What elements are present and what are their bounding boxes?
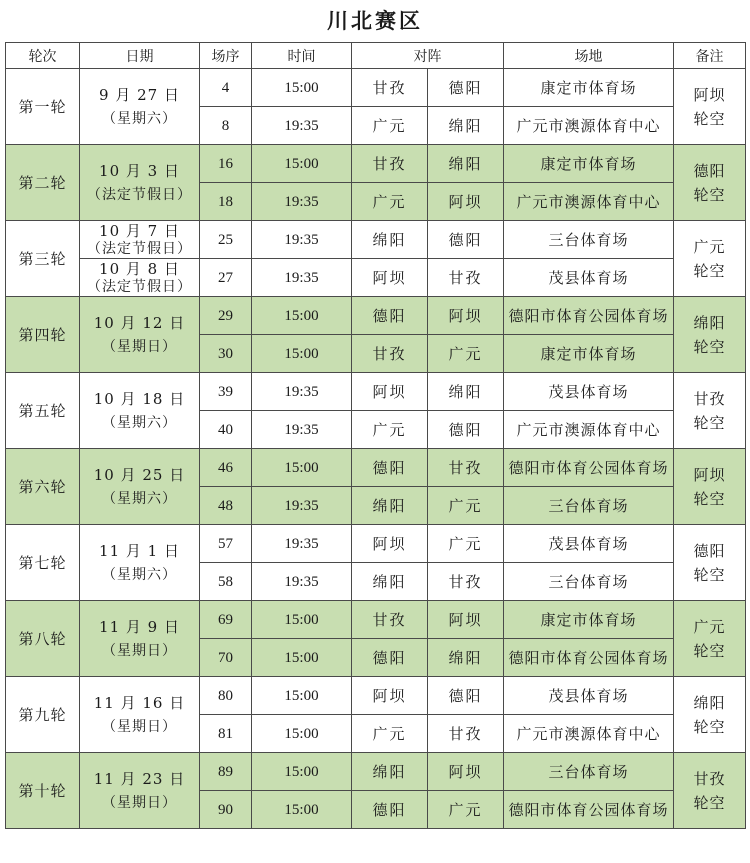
date-main: 10 月 8 日 xyxy=(99,259,180,278)
date-main: 11 月 23 日 xyxy=(93,769,186,788)
home-team-cell: 甘孜 xyxy=(352,69,428,107)
home-team-cell: 绵阳 xyxy=(352,487,428,525)
home-team-cell: 甘孜 xyxy=(352,335,428,373)
away-team-cell: 广元 xyxy=(428,525,504,563)
match-no-cell: 30 xyxy=(200,335,252,373)
date-main: 11 月 9 日 xyxy=(99,617,180,636)
date-cell xyxy=(80,753,200,829)
time-cell: 15:00 xyxy=(252,753,352,791)
venue-cell: 德阳市体育公园体育场 xyxy=(504,791,674,829)
venue-cell: 广元市澳源体育中心 xyxy=(504,411,674,449)
table-row xyxy=(6,601,746,639)
note-line: 轮空 xyxy=(693,641,726,660)
date-cell xyxy=(80,259,200,297)
date-sub: （星期六） xyxy=(102,414,177,431)
match-no-cell: 40 xyxy=(200,411,252,449)
note-line: 轮空 xyxy=(693,489,726,508)
date-main: 11 月 1 日 xyxy=(99,541,180,560)
away-team-cell: 绵阳 xyxy=(428,373,504,411)
note-line: 轮空 xyxy=(693,261,726,280)
home-team-cell: 绵阳 xyxy=(352,563,428,601)
match-no-cell: 39 xyxy=(200,373,252,411)
note-line: 轮空 xyxy=(693,793,726,812)
date-cell xyxy=(80,145,200,221)
date-main: 10 月 25 日 xyxy=(93,465,186,484)
header-row xyxy=(6,43,746,69)
date-cell xyxy=(80,221,200,259)
header-time: 时间 xyxy=(252,43,352,69)
note-line: 绵阳 xyxy=(693,313,726,332)
match-no-cell: 27 xyxy=(200,259,252,297)
schedule-body xyxy=(6,69,746,829)
table-row xyxy=(6,297,746,335)
away-team-cell: 甘孜 xyxy=(428,563,504,601)
away-team-cell: 甘孜 xyxy=(428,715,504,753)
date-main: 10 月 12 日 xyxy=(93,313,186,332)
time-cell: 19:35 xyxy=(252,221,352,259)
note-cell xyxy=(674,525,746,601)
table-row xyxy=(6,221,746,259)
round-cell: 第六轮 xyxy=(6,449,80,525)
venue-cell: 广元市澳源体育中心 xyxy=(504,107,674,145)
match-no-cell: 58 xyxy=(200,563,252,601)
time-cell: 19:35 xyxy=(252,487,352,525)
time-cell: 19:35 xyxy=(252,259,352,297)
time-cell: 19:35 xyxy=(252,107,352,145)
note-line: 广元 xyxy=(693,617,726,636)
date-main: 10 月 18 日 xyxy=(93,389,186,408)
venue-cell: 德阳市体育公园体育场 xyxy=(504,639,674,677)
time-cell: 15:00 xyxy=(252,69,352,107)
header-match-no: 场序 xyxy=(200,43,252,69)
page-title: 川北赛区 xyxy=(327,8,423,33)
round-cell: 第八轮 xyxy=(6,601,80,677)
note-line: 轮空 xyxy=(693,717,726,736)
date-sub: （星期日） xyxy=(102,642,177,659)
home-team-cell: 阿坝 xyxy=(352,525,428,563)
date-cell xyxy=(80,69,200,145)
header-round: 轮次 xyxy=(6,43,80,69)
venue-cell: 康定市体育场 xyxy=(504,335,674,373)
away-team-cell: 绵阳 xyxy=(428,145,504,183)
venue-cell: 茂县体育场 xyxy=(504,525,674,563)
venue-cell: 三台体育场 xyxy=(504,221,674,259)
table-row xyxy=(6,145,746,183)
home-team-cell: 德阳 xyxy=(352,791,428,829)
note-line: 阿坝 xyxy=(693,465,726,484)
round-cell: 第五轮 xyxy=(6,373,80,449)
table-row xyxy=(6,69,746,107)
date-sub: （星期六） xyxy=(102,566,177,583)
home-team-cell: 甘孜 xyxy=(352,145,428,183)
note-line: 轮空 xyxy=(693,337,726,356)
time-cell: 19:35 xyxy=(252,183,352,221)
note-line: 德阳 xyxy=(693,541,726,560)
home-team-cell: 绵阳 xyxy=(352,753,428,791)
away-team-cell: 绵阳 xyxy=(428,107,504,145)
home-team-cell: 阿坝 xyxy=(352,259,428,297)
date-cell xyxy=(80,525,200,601)
date-cell xyxy=(80,373,200,449)
venue-cell: 康定市体育场 xyxy=(504,69,674,107)
match-no-cell: 81 xyxy=(200,715,252,753)
date-main: 10 月 3 日 xyxy=(99,161,180,180)
home-team-cell: 阿坝 xyxy=(352,373,428,411)
note-cell xyxy=(674,69,746,145)
table-row xyxy=(6,373,746,411)
note-line: 绵阳 xyxy=(693,693,726,712)
time-cell: 15:00 xyxy=(252,449,352,487)
home-team-cell: 广元 xyxy=(352,183,428,221)
match-no-cell: 57 xyxy=(200,525,252,563)
venue-cell: 三台体育场 xyxy=(504,753,674,791)
match-no-cell: 16 xyxy=(200,145,252,183)
match-no-cell: 46 xyxy=(200,449,252,487)
match-no-cell: 89 xyxy=(200,753,252,791)
round-cell: 第七轮 xyxy=(6,525,80,601)
date-sub: （星期六） xyxy=(102,110,177,127)
away-team-cell: 广元 xyxy=(428,335,504,373)
date-sub: （法定节假日） xyxy=(87,278,192,295)
time-cell: 15:00 xyxy=(252,145,352,183)
home-team-cell: 阿坝 xyxy=(352,677,428,715)
venue-cell: 三台体育场 xyxy=(504,563,674,601)
note-line: 甘孜 xyxy=(693,769,726,788)
round-cell: 第十轮 xyxy=(6,753,80,829)
away-team-cell: 甘孜 xyxy=(428,449,504,487)
note-cell xyxy=(674,297,746,373)
match-no-cell: 69 xyxy=(200,601,252,639)
date-main: 9 月 27 日 xyxy=(99,85,180,104)
table-row xyxy=(6,525,746,563)
table-row xyxy=(6,753,746,791)
venue-cell: 茂县体育场 xyxy=(504,373,674,411)
match-no-cell: 70 xyxy=(200,639,252,677)
time-cell: 15:00 xyxy=(252,601,352,639)
match-no-cell: 80 xyxy=(200,677,252,715)
away-team-cell: 德阳 xyxy=(428,411,504,449)
date-cell xyxy=(80,449,200,525)
venue-cell: 茂县体育场 xyxy=(504,677,674,715)
time-cell: 19:35 xyxy=(252,373,352,411)
away-team-cell: 广元 xyxy=(428,487,504,525)
match-no-cell: 29 xyxy=(200,297,252,335)
home-team-cell: 德阳 xyxy=(352,639,428,677)
date-sub: （星期日） xyxy=(102,718,177,735)
round-cell: 第一轮 xyxy=(6,69,80,145)
note-cell xyxy=(674,449,746,525)
venue-cell: 康定市体育场 xyxy=(504,145,674,183)
note-cell xyxy=(674,373,746,449)
home-team-cell: 广元 xyxy=(352,411,428,449)
venue-cell: 广元市澳源体育中心 xyxy=(504,183,674,221)
home-team-cell: 甘孜 xyxy=(352,601,428,639)
match-no-cell: 48 xyxy=(200,487,252,525)
note-line: 广元 xyxy=(693,237,726,256)
date-main: 11 月 16 日 xyxy=(93,693,186,712)
time-cell: 19:35 xyxy=(252,411,352,449)
match-no-cell: 8 xyxy=(200,107,252,145)
venue-cell: 广元市澳源体育中心 xyxy=(504,715,674,753)
venue-cell: 康定市体育场 xyxy=(504,601,674,639)
table-row xyxy=(6,259,746,297)
note-cell xyxy=(674,601,746,677)
home-team-cell: 绵阳 xyxy=(352,221,428,259)
date-cell xyxy=(80,677,200,753)
date-sub: （星期日） xyxy=(102,338,177,355)
date-main: 10 月 7 日 xyxy=(99,221,180,240)
away-team-cell: 阿坝 xyxy=(428,753,504,791)
date-sub: （星期六） xyxy=(102,490,177,507)
venue-cell: 德阳市体育公园体育场 xyxy=(504,449,674,487)
venue-cell: 三台体育场 xyxy=(504,487,674,525)
note-cell xyxy=(674,221,746,297)
match-no-cell: 25 xyxy=(200,221,252,259)
round-cell: 第三轮 xyxy=(6,221,80,297)
away-team-cell: 阿坝 xyxy=(428,601,504,639)
round-cell: 第二轮 xyxy=(6,145,80,221)
note-line: 阿坝 xyxy=(693,85,726,104)
table-row xyxy=(6,449,746,487)
home-team-cell: 德阳 xyxy=(352,449,428,487)
time-cell: 19:35 xyxy=(252,563,352,601)
away-team-cell: 德阳 xyxy=(428,677,504,715)
table-row xyxy=(6,677,746,715)
away-team-cell: 甘孜 xyxy=(428,259,504,297)
match-no-cell: 4 xyxy=(200,69,252,107)
date-sub: （法定节假日） xyxy=(87,240,192,257)
time-cell: 15:00 xyxy=(252,715,352,753)
away-team-cell: 德阳 xyxy=(428,69,504,107)
note-line: 轮空 xyxy=(693,109,726,128)
time-cell: 15:00 xyxy=(252,639,352,677)
note-line: 甘孜 xyxy=(693,389,726,408)
home-team-cell: 广元 xyxy=(352,715,428,753)
time-cell: 15:00 xyxy=(252,297,352,335)
match-no-cell: 18 xyxy=(200,183,252,221)
venue-cell: 德阳市体育公园体育场 xyxy=(504,297,674,335)
home-team-cell: 德阳 xyxy=(352,297,428,335)
note-cell xyxy=(674,753,746,829)
away-team-cell: 广元 xyxy=(428,791,504,829)
time-cell: 19:35 xyxy=(252,525,352,563)
note-line: 轮空 xyxy=(693,413,726,432)
date-cell xyxy=(80,297,200,373)
home-team-cell: 广元 xyxy=(352,107,428,145)
match-no-cell: 90 xyxy=(200,791,252,829)
date-sub: （星期日） xyxy=(102,794,177,811)
note-line: 轮空 xyxy=(693,185,726,204)
time-cell: 15:00 xyxy=(252,791,352,829)
note-line: 德阳 xyxy=(693,161,726,180)
round-cell: 第四轮 xyxy=(6,297,80,373)
away-team-cell: 阿坝 xyxy=(428,183,504,221)
header-date: 日期 xyxy=(80,43,200,69)
away-team-cell: 绵阳 xyxy=(428,639,504,677)
time-cell: 15:00 xyxy=(252,677,352,715)
away-team-cell: 阿坝 xyxy=(428,297,504,335)
schedule-table xyxy=(5,42,746,829)
note-line: 轮空 xyxy=(693,565,726,584)
note-cell xyxy=(674,677,746,753)
header-note: 备注 xyxy=(674,43,746,69)
header-venue: 场地 xyxy=(504,43,674,69)
venue-cell: 茂县体育场 xyxy=(504,259,674,297)
round-cell: 第九轮 xyxy=(6,677,80,753)
time-cell: 15:00 xyxy=(252,335,352,373)
note-cell xyxy=(674,145,746,221)
date-sub: （法定节假日） xyxy=(87,186,192,203)
date-cell xyxy=(80,601,200,677)
header-matchup: 对阵 xyxy=(352,43,504,69)
away-team-cell: 德阳 xyxy=(428,221,504,259)
